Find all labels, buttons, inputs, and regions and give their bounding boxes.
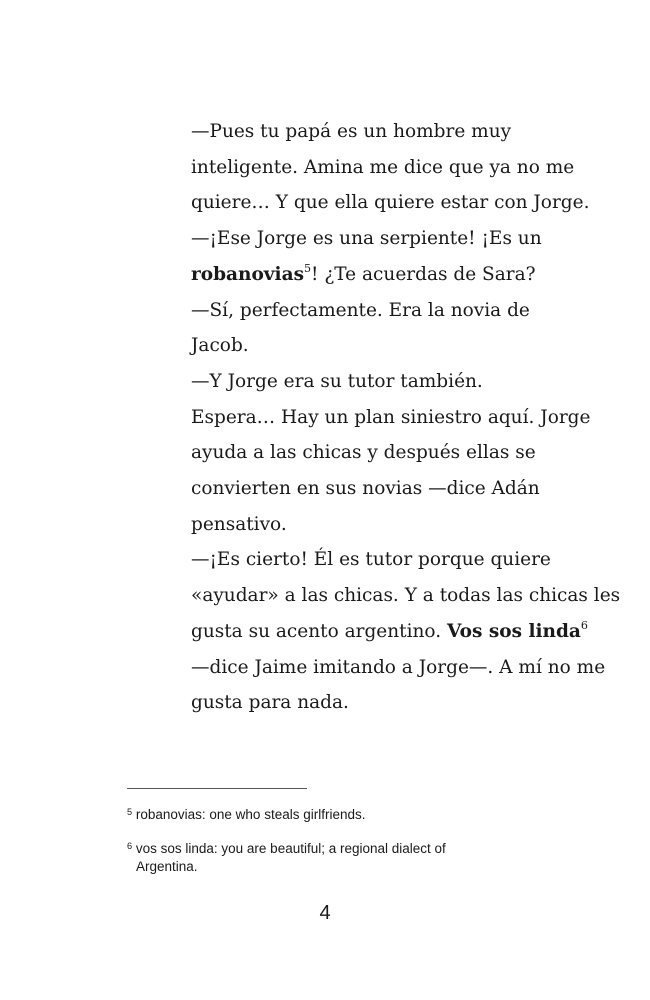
text-line: ayuda a las chicas y después ellas se [191, 442, 536, 464]
paragraph-3 [127, 293, 537, 364]
footnote-number: 5 [127, 806, 133, 817]
footnote-text: vos sos linda: you are beautiful; a regional dialect of [132, 841, 446, 856]
text-line: Jacob. [191, 335, 249, 357]
text-line: —Y Jorge era su tutor también. [191, 370, 483, 392]
footnote-number: 6 [127, 840, 133, 851]
text-line [127, 257, 537, 293]
footnote-divider [127, 788, 307, 789]
text-line: —dice Jaime imitando a Jorge—. A mí no me [191, 656, 606, 678]
footnote-text: robanovias: one who steals girlfriends. [132, 807, 366, 822]
text-line: —¡Es cierto! Él es tutor porque quiere [191, 549, 551, 571]
text-line: convierten en sus novias —dice Adán [191, 478, 540, 500]
text-line: quiere… Y que ella quiere estar con Jorge. [191, 192, 590, 214]
main-text [127, 114, 621, 721]
paragraph-4 [127, 364, 591, 543]
text-line: —¡Ese Jorge es una serpiente! ¡Es un [191, 228, 542, 250]
text-line: gusta para nada. [191, 692, 349, 714]
footnote-ref-5: 5 [303, 262, 312, 276]
text-line: —Pues tu papá es un hombre muy [191, 121, 512, 142]
text-line: pensativo. [191, 513, 287, 535]
text-line: Espera… Hay un plan siniestro aquí. Jorge [191, 406, 591, 428]
footnote-text-continued: Argentina. [136, 859, 198, 874]
term-robanovias: robanovias [191, 263, 304, 285]
text-run: gusta su acento argentino. [191, 620, 448, 642]
footnotes [127, 806, 527, 892]
page-number: 4 [319, 902, 331, 924]
paragraph-5 [127, 542, 621, 721]
text-line: —Sí, perfectamente. Era la novia de [191, 299, 530, 321]
paragraph-1 [127, 114, 590, 221]
footnote-5 [127, 806, 527, 824]
paragraph-2 [127, 221, 542, 292]
text-line: «ayudar» a las chicas. Y a todas las chicas les [191, 585, 621, 607]
text-line: inteligente. Amina me dice que ya no me [191, 156, 575, 178]
text-run: ! ¿Te acuerdas de Sara? [311, 263, 536, 285]
text-line [127, 614, 588, 650]
footnote-ref-6: 6 [580, 619, 588, 633]
footnote-6 [127, 840, 527, 876]
term-vos-sos-linda: Vos sos linda [447, 620, 581, 642]
